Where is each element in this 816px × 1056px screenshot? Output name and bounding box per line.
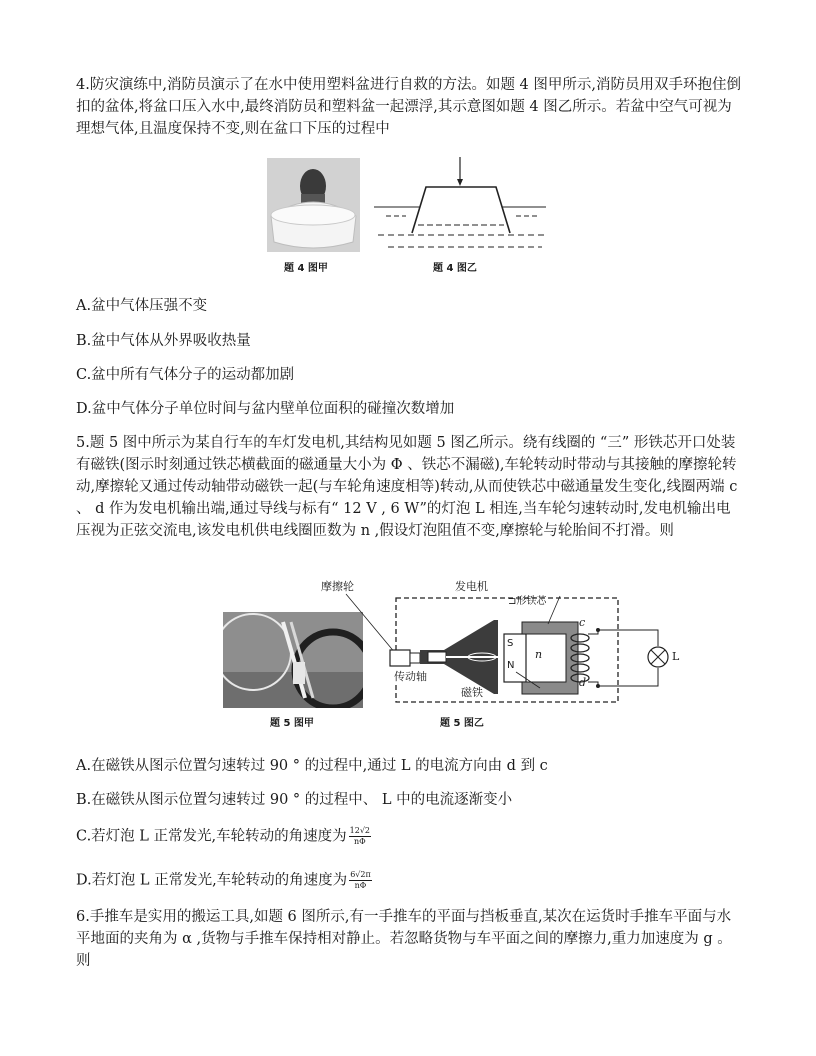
label-turns-n: n — [535, 648, 543, 661]
q5-option-c-numerator: 12√2 — [349, 826, 371, 835]
q5-option-a: A.在磁铁从图示位置匀速转过 90 ° 的过程中,通过 L 的电流方向由 d 到 c — [76, 758, 548, 774]
q5-option-d-denominator: nΦ — [354, 881, 367, 890]
q4-option-d: D.盆中气体分子单位时间与盆内壁单位面积的碰撞次数增加 — [76, 401, 455, 417]
label-core: ⊐形铁芯 — [508, 596, 547, 607]
q5-option-c-denominator: nΦ — [353, 837, 366, 846]
q4-fig-a-caption: 题 4 图甲 — [284, 263, 328, 274]
q5-option-d-text: D.若灯泡 L 正常发光,车轮转动的角速度为 — [76, 872, 348, 889]
q5-option-d-numerator: 6√2π — [350, 870, 371, 879]
label-pole-s: S — [507, 638, 514, 649]
label-terminal-c: c — [579, 616, 586, 629]
label-friction-wheel: 摩擦轮 — [321, 580, 354, 593]
q4-schematic — [374, 155, 549, 264]
q4-photo — [267, 158, 360, 252]
q5-stem: 5.题 5 图中所示为某自行车的车灯发电机,其结构见如题 5 图乙所示。绕有线圈的 “三” 形铁芯开口处装有磁铁(图示时刻通过铁芯横截面的磁通量大小为 Φ 、铁芯不漏磁),车轮转动时带动与其接触的摩擦轮转动,摩擦轮又通过传动轴带动磁铁一起(与车轮角速度相等)转动,从而使铁芯中磁通量发生变化,线圈两端 c 、 d 作为发电机输出端,通过导线与标有“ 12 V , 6 W”的灯泡 L 相连,当车轮匀速转动时,发电机输出电压视为正弦交流电,该发电机供电线圈匝数为 n ,假设灯泡阻值不变,摩擦轮与轮胎间不打滑。则 — [76, 435, 738, 539]
q5-option-d-fraction — [349, 870, 372, 891]
q5-option-b: B.在磁铁从图示位置匀速转过 90 ° 的过程中、 L 中的电流逐渐变小 — [76, 792, 513, 808]
label-generator: 发电机 — [455, 580, 488, 593]
q5-fig-a-caption: 题 5 图甲 — [270, 718, 314, 729]
q4-fig-b-caption: 题 4 图乙 — [433, 263, 477, 274]
q5-option-c — [76, 826, 371, 847]
q4-option-b: B.盆中气体从外界吸收热量 — [76, 333, 251, 349]
q4-stem: 4.防灾演练中,消防员演示了在水中使用塑料盆进行自救的方法。如题 4 图甲所示,消防员用双手环抱住倒扣的盆体,将盆口压入水中,最终消防员和塑料盆一起漂浮,其示意图如题 4 图乙所示。若盆中空气可视为理想气体,且温度保持不变,则在盆口下压的过程中 — [76, 77, 741, 137]
q5-option-c-fraction — [349, 826, 371, 847]
label-terminal-d: d — [579, 676, 587, 689]
q4-option-c: C.盆中所有气体分子的运动都加剧 — [76, 367, 295, 383]
label-lamp: L — [672, 650, 680, 663]
label-magnet: 磁铁 — [461, 686, 483, 699]
q5-option-c-text: C.若灯泡 L 正常发光,车轮转动的角速度为 — [76, 828, 347, 845]
label-shaft: 传动轴 — [394, 670, 427, 683]
q5-option-d — [76, 870, 372, 891]
q4-option-a: A.盆中气体压强不变 — [76, 298, 208, 314]
label-pole-n: N — [507, 660, 515, 671]
q6-stem: 6.手推车是实用的搬运工具,如题 6 图所示,有一手推车的平面与挡板垂直,某次在运货时手推车平面与水平地面的夹角为 α ,货物与手推车保持相对静止。若忽略货物与车平面之间的摩擦力,重力加速度为 g 。则 — [76, 909, 732, 969]
q5-fig-b-caption: 题 5 图乙 — [440, 718, 484, 729]
